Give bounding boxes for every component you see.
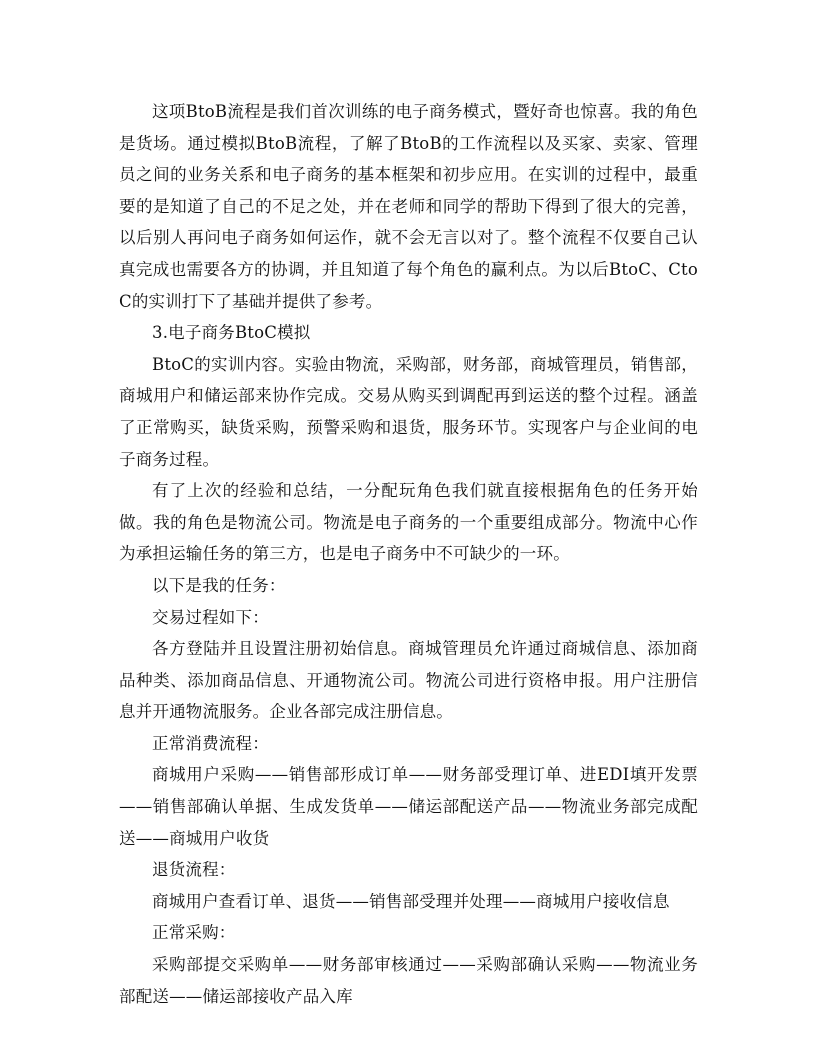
label-return-flow: 退货流程： <box>152 860 236 880</box>
paragraph-consumption-flow: 商城用户采购——销售部形成订单——财务部受理订单、进EDI填开发票——销售部确认单据、生成发货单——储运部配送产品——物流业务部完成配送——商城用户收货 <box>119 765 698 848</box>
label-normal-consumption: 正常消费流程： <box>152 733 269 753</box>
section-heading-btoc: 3.电子商务BtoC模拟 <box>152 323 311 343</box>
paragraph-return-flow: 商城用户查看订单、退货——销售部受理并处理——商城用户接收信息 <box>152 891 670 911</box>
label-my-tasks: 以下是我的任务： <box>152 575 286 595</box>
paragraph-registration: 各方登陆并且设置注册初始信息。商城管理员允许通过商城信息、添加商品种类、添加商品信息、开通物流公司。物流公司进行资格申报。用户注册信息并开通物流服务。企业各部完成注册信息。 <box>119 639 698 722</box>
label-transaction-process: 交易过程如下： <box>152 607 269 627</box>
label-normal-purchase: 正常采购： <box>152 923 236 943</box>
paragraph-purchase-flow: 采购部提交采购单——财务部审核通过——采购部确认采购——物流业务部配送——储运部接收产品入库 <box>119 955 698 1006</box>
paragraph-btob-summary: 这项BtoB流程是我们首次训练的电子商务模式，暨好奇也惊喜。我的角色是货场。通过模拟BtoB流程，了解了BtoB的工作流程以及买家、卖家、管理员之间的业务关系和电子商务的基本框架和初步应用。在实训的过程中，最重要的是知道了自己的不足之处，并在老师和同学的帮助下得到了很大的完善，以后别人再问电子商务如何运作，就不会无言以对了。整个流程不仅要自己认真完成也需要各方的协调，并且知道了每个角色的赢利点。为以后BtoC、CtoC的实训打下了基础并提供了参考。 <box>119 102 698 311</box>
paragraph-role: 有了上次的经验和总结，一分配玩角色我们就直接根据角色的任务开始做。我的角色是物流公司。物流是电子商务的一个重要组成部分。物流中心作为承担运输任务的第三方，也是电子商务中不可缺少的一环。 <box>119 481 698 564</box>
paragraph-btoc-content: BtoC的实训内容。实验由物流，采购部，财务部，商城管理员，销售部，商城用户和储运部来协作完成。交易从购买到调配再到运送的整个过程。涵盖了正常购买，缺货采购，预警采购和退货，服务环节。实现客户与企业间的电子商务过程。 <box>119 354 698 469</box>
